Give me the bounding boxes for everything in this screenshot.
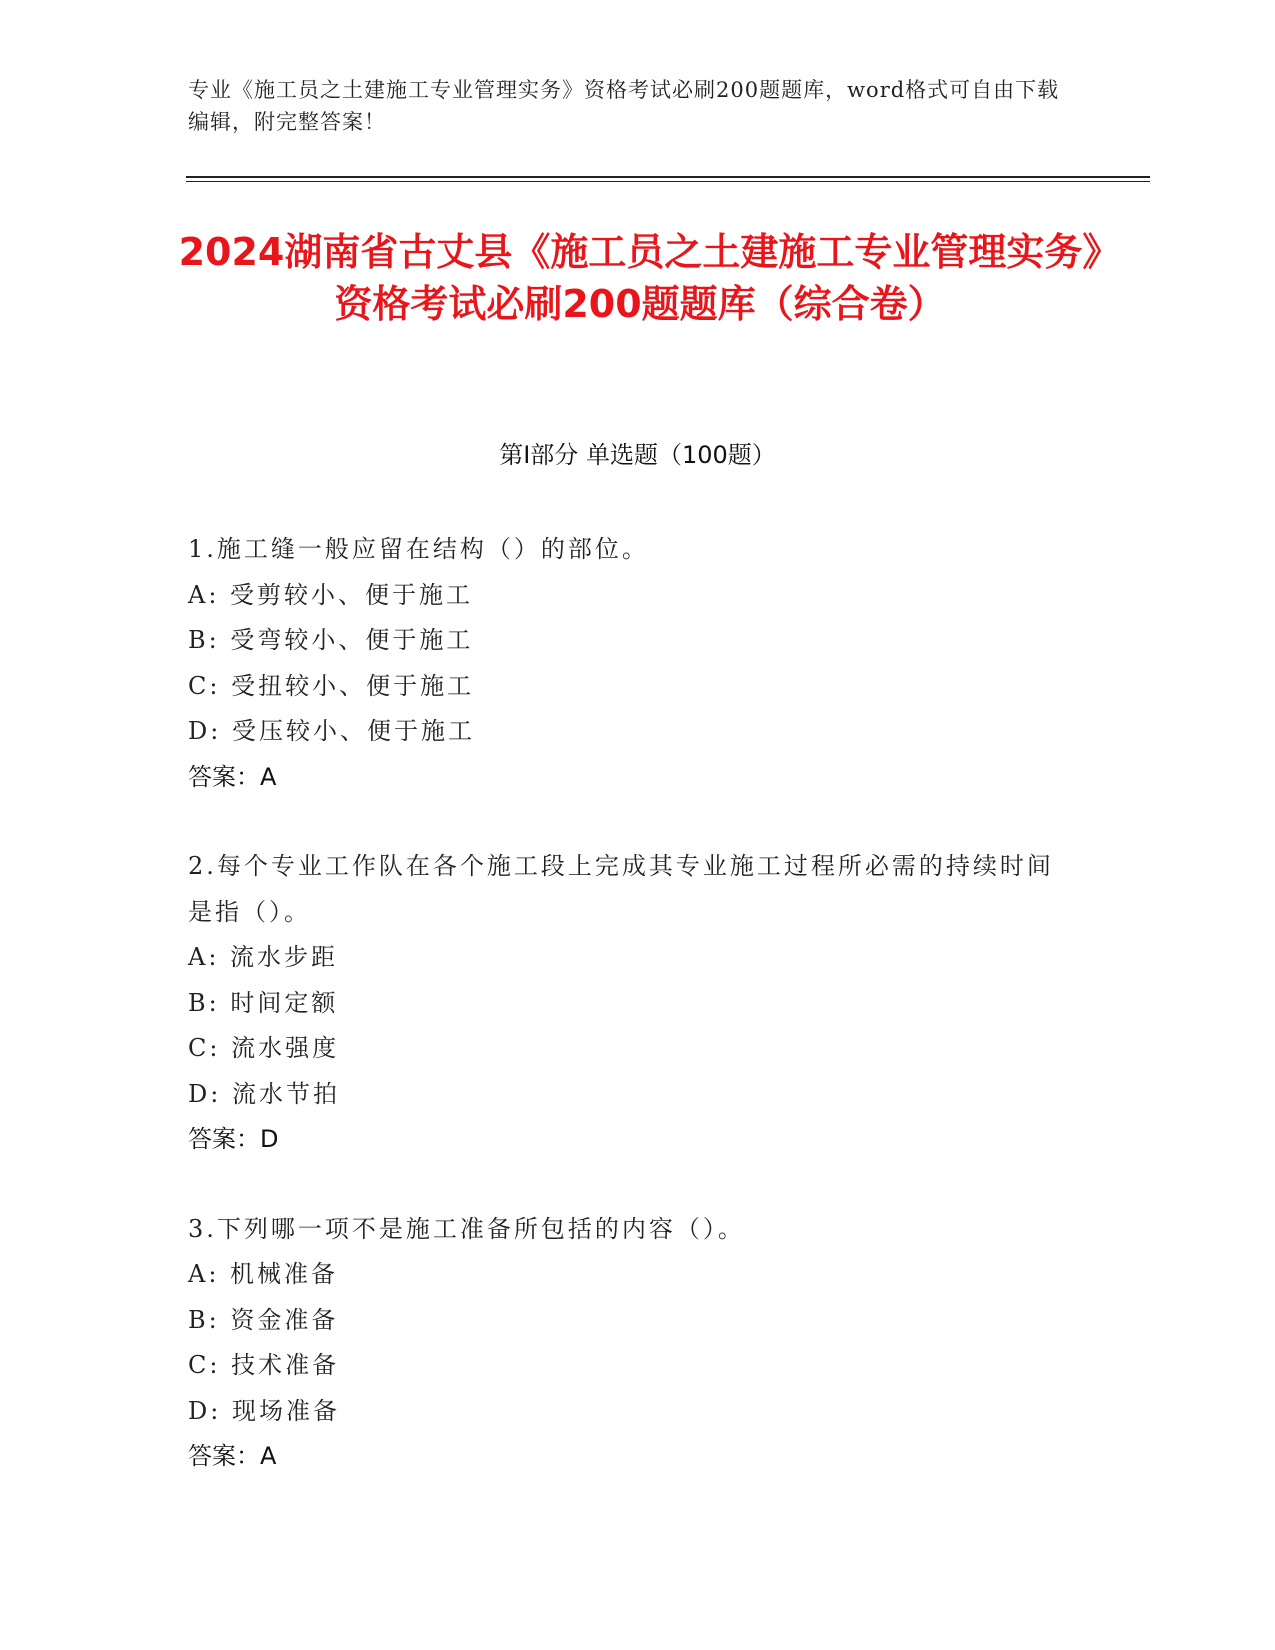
question-text: 1.施工缝一般应留在结构（）的部位。 — [188, 535, 649, 563]
document-title: 2024湖南省古丈县《施工员之土建施工专业管理实务》资格考试必刷200题题库（综合卷） — [178, 230, 1102, 326]
answer: 答案：A — [188, 762, 277, 791]
option-c: C: 技术准备 — [188, 1351, 340, 1379]
option-b: B: 资金准备 — [188, 1305, 339, 1334]
option-a: A: 受剪较小、便于施工 — [188, 580, 474, 609]
section-title: 第I部分 单选题（100题） — [499, 441, 776, 469]
answer: 答案：D — [188, 1125, 279, 1153]
question-1 — [188, 527, 1068, 800]
option-d: D: 受压较小、便于施工 — [188, 717, 475, 745]
question-list — [188, 527, 1068, 1524]
option-b: B: 受弯较小、便于施工 — [188, 626, 474, 654]
option-a: A: 机械准备 — [188, 1260, 339, 1288]
header-rule-thick — [186, 176, 1150, 178]
question-text: 2.每个专业工作队在各个施工段上完成其专业施工过程所必需的持续时间是指（）。 — [188, 852, 1054, 926]
option-d: D: 流水节拍 — [188, 1079, 340, 1108]
header-note: 专业《施工员之土建施工专业管理实务》资格考试必刷200题题库，word格式可自由下载编辑，附完整答案！ — [188, 78, 1060, 134]
option-c: C: 流水强度 — [188, 1034, 340, 1062]
question-2 — [188, 844, 1068, 1163]
question-3 — [188, 1207, 1068, 1480]
answer: 答案：A — [188, 1442, 277, 1470]
option-d: D: 现场准备 — [188, 1396, 340, 1425]
option-c: C: 受扭较小、便于施工 — [188, 671, 475, 700]
option-a: A: 流水步距 — [188, 943, 339, 971]
question-text: 3.下列哪一项不是施工准备所包括的内容（）。 — [188, 1214, 745, 1243]
header-rule-thin — [186, 181, 1150, 182]
option-b: B: 时间定额 — [188, 988, 339, 1017]
